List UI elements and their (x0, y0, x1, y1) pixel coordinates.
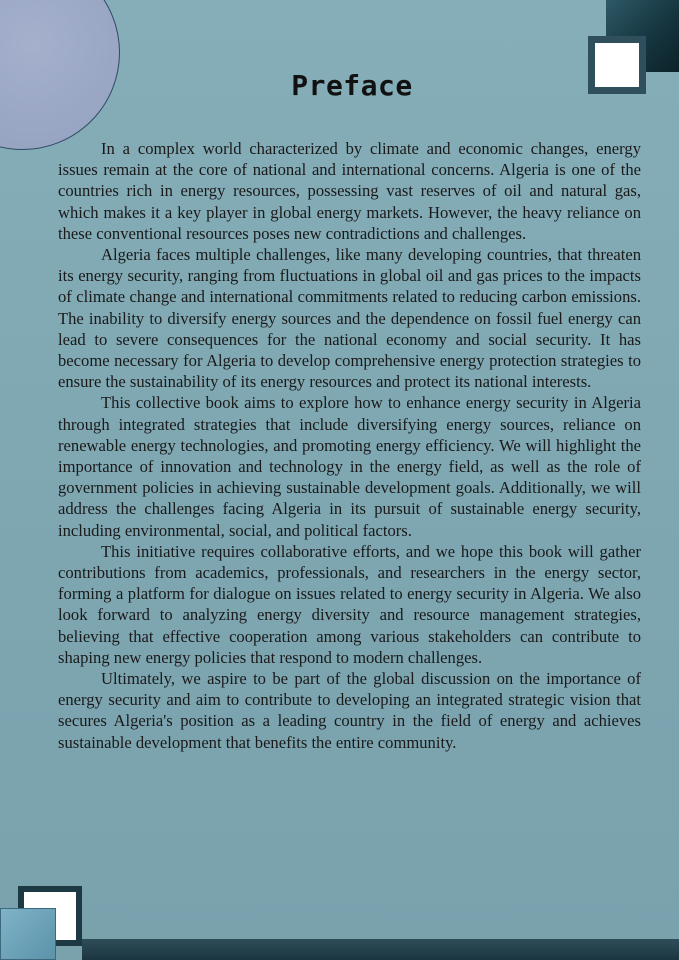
page-title: Preface (291, 68, 413, 102)
paragraph: Ultimately, we aspire to be part of the global discussion on the importance of energy security and aim to contribute to developing an integrated strategic vision that secures Algeria's position as a leading country in the field of energy and achieves sustainable development that benefits the entire community. (58, 669, 641, 752)
paragraph: This initiative requires collaborative efforts, and we hope this book will gather contributions from academics, professionals, and researchers in the energy sector, forming a platform for dialogue on issues related to energy security in Algeria. We also look forward to analyzing energy diversity and resource management strategies, believing that effective cooperation among various stakeholders can contribute to shaping new energy policies that respond to modern challenges. (58, 541, 641, 667)
preface-body (58, 138, 641, 753)
paragraph: This collective book aims to explore how to enhance energy security in Algeria through integrated strategies that include diversifying energy sources, reliance on renewable energy technologies, and promoting energy efficiency. We will highlight the importance of innovation and technology in the energy field, as well as the role of government policies in achieving sustainable development goals. Additionally, we will address the challenges facing Algeria in its pursuit of sustainable energy security, including environmental, social, and political factors. (58, 393, 641, 540)
bottom-bar (82, 939, 679, 960)
paragraph: Algeria faces multiple challenges, like many developing countries, that threaten its energy security, ranging from fluctuations in global oil and gas prices to the impacts of climate change and international commitments related to reducing carbon emissions. The inability to diversify energy sources and the dependence on fossil fuel energy can lead to severe consequences for the national economy and social security. It has become necessary for Algeria to develop comprehensive energy protection strategies to ensure the sustainability of its energy resources and protect its national interests. (58, 245, 641, 392)
bottom-left-tile (0, 908, 56, 960)
paragraph: In a complex world characterized by climate and economic changes, energy issues remain at the core of national and international concerns. Algeria is one of the countries rich in energy resources, possessing vast reserves of oil and natural gas, which makes it a key player in global energy markets. However, the heavy reliance on these conventional resources poses new contradictions and challenges. (58, 139, 641, 243)
